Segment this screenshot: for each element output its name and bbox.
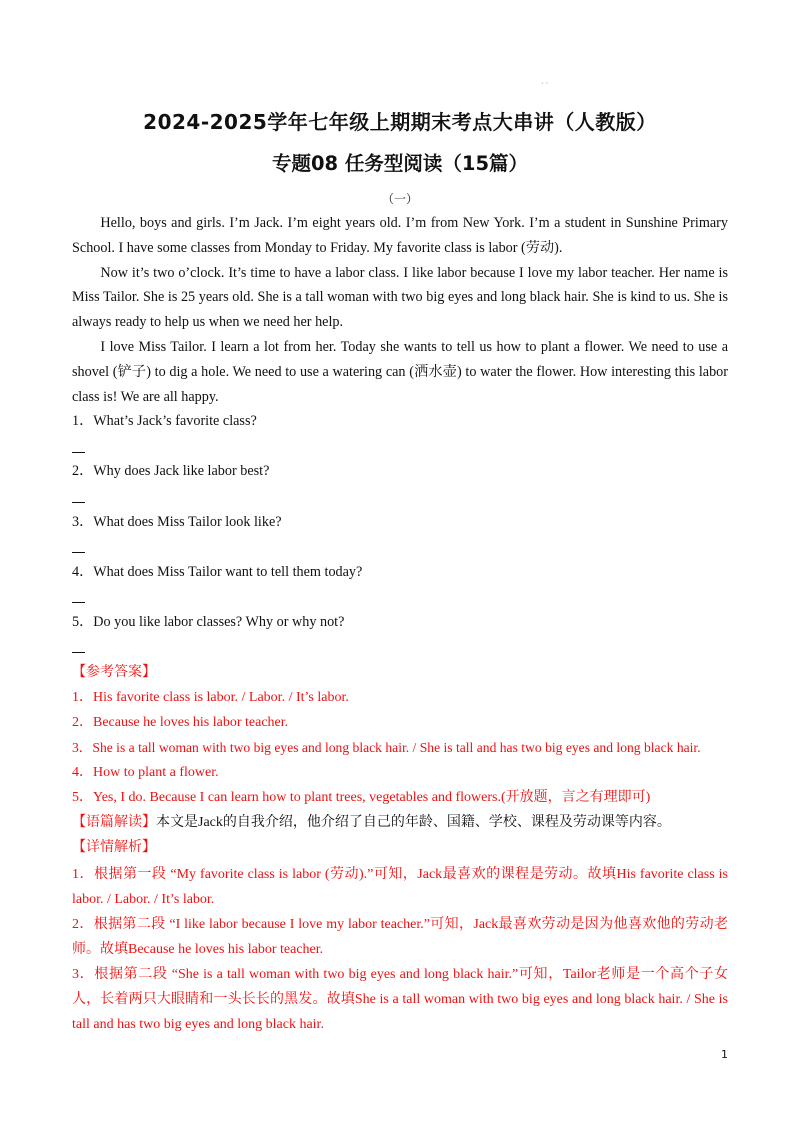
- answer-blank: [72, 652, 85, 653]
- question-2: 2．Why does Jack like labor best?: [72, 463, 270, 479]
- page-number: 1: [721, 1048, 728, 1061]
- reading-passage: [72, 211, 728, 409]
- analysis-item-3: 3．根据第二段 “She is a tall woman with two big eyes and long black hair.”可知，Tailor老师是一个高个子女人，长着两只大眼睛和一头长长的黑发。故填She is a tall woman with two big eyes and long black hair. / She is tall and has two big eyes and long black hair.: [72, 967, 728, 1032]
- analysis-item-1: 1．根据第一段 “My favorite class is labor (劳动).”可知，Jack最喜欢的课程是劳动。故填His favorite class is labor. / Labor. / It’s labor.: [72, 867, 728, 907]
- answer-heading: 【参考答案】: [72, 665, 156, 680]
- summary-text: 本文是Jack的自我介绍，他介绍了自己的年龄、国籍、学校、课程及劳动课等内容。: [156, 815, 671, 830]
- question-1: 1．What’s Jack’s favorite class?: [72, 413, 257, 429]
- answer-blank: [72, 552, 85, 553]
- analysis-item-2: 2．根据第二段 “I like labor because I love my labor teacher.”可知，Jack最喜欢劳动是因为他喜欢他的劳动老师。故填Because he loves his labor teacher.: [72, 917, 728, 957]
- passage-paragraph: I love Miss Tailor. I learn a lot from her. Today she wants to tell us how to plant a flower. We need to use a shovel (铲子) to dig a hole. We need to use a watering can (洒水壶) to water the flower. How interesting this labor class is! We are all happy.: [72, 338, 728, 405]
- passage-paragraph: Hello, boys and girls. I’m Jack. I’m eight years old. I’m from New York. I’m a student in Sunshine Primary School. I have some classes from Monday to Friday. My favorite class is labor (劳动).: [72, 215, 728, 256]
- answer-item: 5．Yes, I do. Because I can learn how to plant trees, vegetables and flowers.(开放题，言之有理即可): [72, 790, 651, 805]
- answer-item: 2．Because he loves his labor teacher.: [72, 715, 289, 730]
- passage-paragraph: Now it’s two o’clock. It’s time to have a labor class. I like labor because I love my labor teacher. Her name is Miss Tailor. She is 25 years old. She is a tall woman with two big eyes and long black hair. She is kind to us. She is always ready to help us when we need her help.: [72, 264, 728, 331]
- document-title: 2024-2025学年七年级上期期末考点大串讲（人教版）: [143, 110, 657, 134]
- analysis-heading: 【详情解析】: [72, 840, 156, 855]
- summary-label: 【语篇解读】: [72, 815, 156, 830]
- section-mark: （一）: [381, 192, 418, 206]
- answer-item: 3．She is a tall woman with two big eyes and long black hair. / She is tall and has two big eyes and long black hair.: [72, 740, 701, 755]
- corner-mark: · ·: [541, 79, 549, 88]
- document-subtitle: 专题08 任务型阅读（15篇）: [271, 152, 529, 175]
- question-5: 5．Do you like labor classes? Why or why not?: [72, 614, 345, 630]
- answer-key: [72, 660, 728, 860]
- answer-item: 4．How to plant a flower.: [72, 765, 219, 780]
- answer-item: 1．His favorite class is labor. / Labor. / It’s labor.: [72, 690, 349, 705]
- answer-blank: [72, 452, 85, 453]
- summary-line: [72, 810, 728, 835]
- answer-blank: [72, 502, 85, 503]
- answer-blank: [72, 602, 85, 603]
- question-4: 4．What does Miss Tailor want to tell them today?: [72, 564, 363, 580]
- question-3: 3．What does Miss Tailor look like?: [72, 514, 282, 530]
